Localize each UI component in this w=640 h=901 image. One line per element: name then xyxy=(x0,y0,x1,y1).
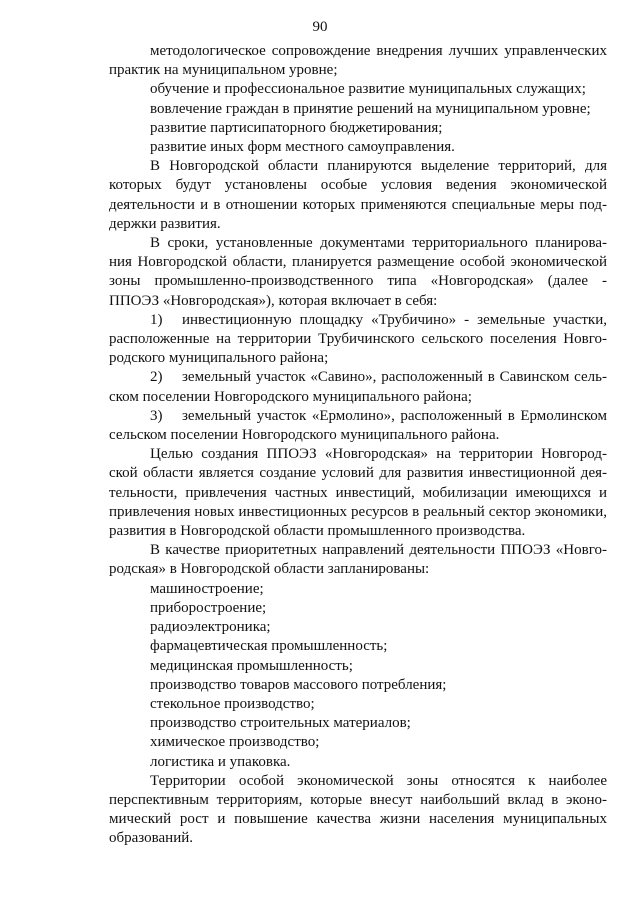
list-item: медицинская промышленность; xyxy=(150,657,353,674)
list-item: развитие иных форм местного самоуправления. xyxy=(150,139,455,156)
item-text: земельный участок «Савино», расположенный в Савинском сель-ском поселении Новгородского муниципального района; xyxy=(109,369,607,405)
paragraph: методологическое сопровождение внедрения лучших управленческих практик на муниципальном уровне; xyxy=(109,43,607,79)
list-item: развитие партисипаторного бюджетирования; xyxy=(150,119,443,136)
numbered-item xyxy=(109,311,607,369)
list-item: производство строительных материалов; xyxy=(150,715,411,732)
paragraph: Территории особой экономической зоны относятся к наиболее перспективным территориям, которые внесут наибольший вклад в эконо-мический рост и повышение качества жизни населения муниципальных образований. xyxy=(109,772,607,847)
list-item: химическое производство; xyxy=(150,734,320,751)
numbered-item xyxy=(109,368,607,406)
page-number: 90 xyxy=(312,19,328,35)
item-text: инвестиционную площадку «Трубичино» - земельные участки, расположенные на территории Трубичинского сельского поселения Новго-родского муниципального района; xyxy=(109,311,607,367)
list-item: приборостроение; xyxy=(150,599,267,616)
list-item: обучение и профессиональное развитие муниципальных служащих; xyxy=(150,81,586,98)
list-item: производство товаров массового потребления; xyxy=(150,676,447,693)
list-item: радиоэлектроника; xyxy=(150,619,271,636)
item-text: земельный участок «Ермолино», расположенный в Ермолинском сельском поселении Новгородского муниципального района. xyxy=(109,407,607,444)
item-number: 3) xyxy=(150,407,163,424)
document-body xyxy=(109,42,607,849)
item-number: 2) xyxy=(150,369,163,386)
list-item: логистика и упаковка. xyxy=(150,753,291,770)
list-item: фармацевтическая промышленность; xyxy=(150,638,388,655)
paragraph: В сроки, установленные документами территориального планирова-ния Новгородской области, планируется размещение особой экономической зоны промышленно-производственного типа «Новгородская» (далее - ППОЭЗ «Новгородская»), которая включает в себя: xyxy=(109,235,607,309)
list-item: машиностроение; xyxy=(150,580,264,597)
item-number: 1) xyxy=(150,311,163,328)
paragraph: В качестве приоритетных направлений деятельности ППОЭЗ «Новго-родская» в Новгородской области запланированы: xyxy=(109,542,607,578)
paragraph: В Новгородской области планируются выделение территорий, для которых будут установлены особые условия ведения экономической деятельности и в отношении которых применяются специальные меры под-держки развития. xyxy=(109,158,607,232)
list-item: вовлечение граждан в принятие решений на муниципальном уровне; xyxy=(150,100,591,117)
paragraph: Целью создания ППОЭЗ «Новгородская» на территории Новгород-ской области является создание условий для развития инвестиционной дея-тельности, привлечения частных инвестиций, мобилизации имеющихся и привлечения новых инвестиционных ресурсов в реальный сектор экономики, развития в Новгородской области промышленного производства. xyxy=(109,446,607,540)
list-item: стекольное производство; xyxy=(150,695,315,712)
numbered-item xyxy=(109,407,607,445)
